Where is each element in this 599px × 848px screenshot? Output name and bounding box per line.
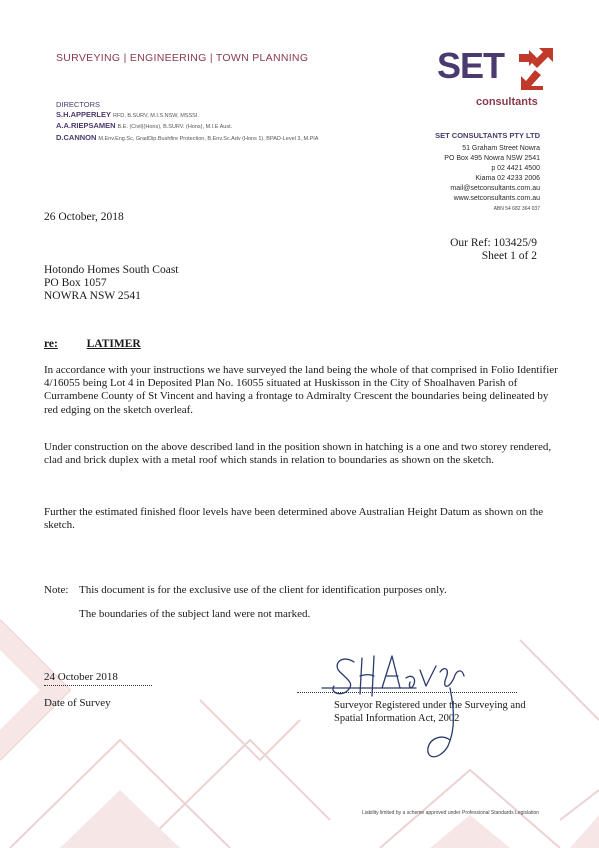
subject-text: LATIMER <box>86 338 141 350</box>
registration-line: Spatial Information Act, 2002 <box>334 713 460 724</box>
director-line: D.CANNON M.Env.Eng.Sc, GradDip.Bushfire Protection, B.Env.Sc.Adv (Hons 1), BPAD-Level 3, M.PIA <box>56 132 319 142</box>
company-phone: p 02 4421 4500 <box>491 165 540 172</box>
address-line: Hotondo Homes South Coast <box>44 264 179 276</box>
body-paragraph: Further the estimated finished floor levels have been determined above Australian Height Datum as shown on the sketch. <box>44 506 544 532</box>
company-logo-subtitle: consultants <box>476 96 538 108</box>
logo-arrows-icon <box>515 46 561 90</box>
note-line <box>44 584 447 596</box>
our-reference: Our Ref: 103425/9 <box>450 237 537 249</box>
company-email: mail@setconsultants.com.au <box>450 185 540 192</box>
note-text: This document is for the exclusive use of the client for identification purposes only. <box>79 584 447 596</box>
director-line: A.A.RIEPSAMEN B.E. (Civil)(Hons), B.SURV. (Hons), M.I.E Aust. <box>56 121 233 130</box>
survey-date-dotted-line <box>44 685 152 686</box>
company-phone-kiama: Kiama 02 4233 2006 <box>475 175 540 182</box>
company-logo: SET <box>437 45 505 86</box>
company-tagline: SURVEYING | ENGINEERING | TOWN PLANNING <box>56 52 309 64</box>
date-of-survey-label: Date of Survey <box>44 697 111 709</box>
subject-line <box>44 338 141 350</box>
company-address-line: 51 Graham Street Nowra <box>462 145 540 152</box>
recipient-address <box>44 264 179 303</box>
boundary-note: The boundaries of the subject land were not marked. <box>79 608 311 620</box>
directors-heading: DIRECTORS <box>56 100 101 109</box>
company-abn: ABN 54 682 364 037 <box>493 206 540 212</box>
letter-date: 26 October, 2018 <box>44 211 124 223</box>
directors-block <box>56 100 318 144</box>
survey-date: 24 October 2018 <box>44 671 118 683</box>
body-paragraph: Under construction on the above described land in the position shown in hatching is a one and two storey rendered, clad and brick duplex with a metal roof which stands in relation to boundaries as shown on the sketch. <box>44 441 552 467</box>
body-paragraph: In accordance with your instructions we have surveyed the land being the whole of that comprised in Folio Identifier 4/16055 being Lot 4 in Deposited Plan No. 16055 situated at Huskisson in the City of Shoalhaven Parish of Currambene County of St Vincent and having a frontage to Admiralty Crescent the boundaries being delineated by red edging on the sketch overleaf. <box>44 364 558 416</box>
company-address-block <box>435 131 540 214</box>
surveyor-signature <box>316 648 476 766</box>
company-address-line: PO Box 495 Nowra NSW 2541 <box>444 155 540 162</box>
sheet-number: Sheet 1 of 2 <box>481 250 537 262</box>
note-label: Note: <box>44 584 69 596</box>
address-line: NOWRA NSW 2541 <box>44 290 141 302</box>
reference-block <box>450 237 537 263</box>
director-line: S.H.APPERLEY RFD, B.SURV, M.I.S.NSW, MSSSI. <box>56 109 199 119</box>
registration-line: Surveyor Registered under the Surveying and <box>334 700 526 711</box>
company-name: SET CONSULTANTS PTY LTD <box>435 131 540 140</box>
address-line: PO Box 1057 <box>44 277 107 289</box>
subject-label: re: <box>44 338 58 350</box>
company-website: www.setconsultants.com.au <box>453 195 540 202</box>
liability-statement: Liability limited by a scheme approved under Professional Standards Legislation <box>361 810 539 816</box>
